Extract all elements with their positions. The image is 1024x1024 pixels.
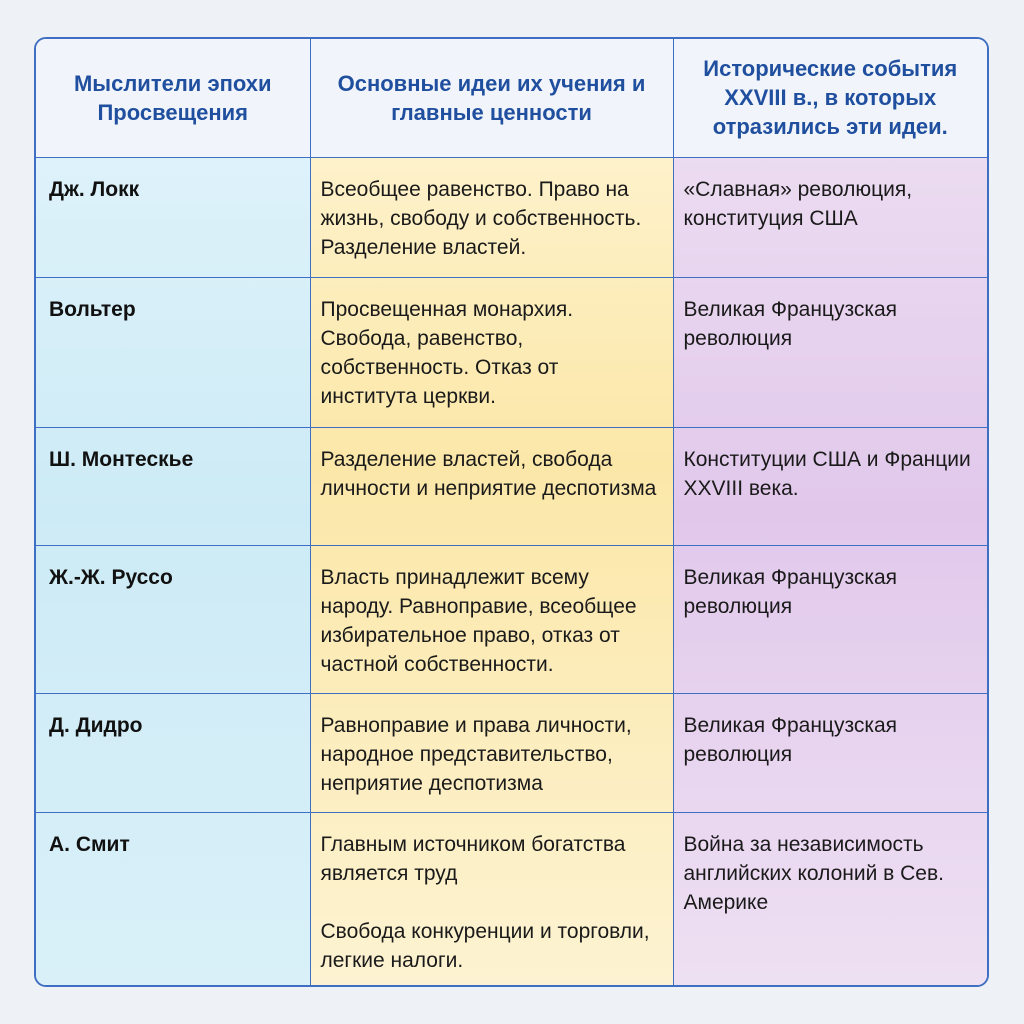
table-row	[36, 693, 987, 812]
thinker-name: Дж. Локк	[36, 157, 310, 277]
historical-events: Великая Французская революция	[673, 545, 987, 693]
table-row	[36, 427, 987, 545]
header-ideas: Основные идеи их учения и главные ценности	[310, 39, 673, 157]
thinker-ideas: Просвещенная монархия. Свобода, равенство, собственность. Отказ от института церкви.	[310, 277, 673, 427]
thinker-name: Вольтер	[36, 277, 310, 427]
historical-events: «Славная» революция, конституция США	[673, 157, 987, 277]
table-row	[36, 812, 987, 985]
header-events: Исторические события XXVIII в., в которых отразились эти идеи.	[673, 39, 987, 157]
historical-events: Война за независимость английских колоний в Сев. Америке	[673, 812, 987, 985]
enlightenment-table	[36, 39, 987, 985]
table-row	[36, 545, 987, 693]
historical-events: Великая Французская революция	[673, 277, 987, 427]
thinker-name: Ж.-Ж. Руссо	[36, 545, 310, 693]
thinker-name: Д. Дидро	[36, 693, 310, 812]
enlightenment-table-frame	[34, 37, 989, 987]
thinker-ideas: Главным источником богатства является труд	[320, 832, 626, 885]
thinker-ideas-second-paragraph: Свобода конкуренции и торговли, легкие налоги.	[320, 919, 650, 972]
header-thinkers: Мыслители эпохи Просвещения	[36, 39, 310, 157]
table-row	[36, 157, 987, 277]
table-header-row	[36, 39, 987, 157]
thinker-name: Ш. Монтескье	[36, 427, 310, 545]
thinker-ideas: Равноправие и права личности, народное представительство, неприятие деспотизма	[310, 693, 673, 812]
thinker-ideas: Разделение властей, свобода личности и неприятие деспотизма	[310, 427, 673, 545]
historical-events: Конституции США и Франции XXVIII века.	[673, 427, 987, 545]
thinker-name: А. Смит	[36, 812, 310, 985]
thinker-ideas-cell	[310, 812, 673, 985]
thinker-ideas: Всеобщее равенство. Право на жизнь, свободу и собственность. Разделение властей.	[310, 157, 673, 277]
table-row	[36, 277, 987, 427]
thinker-ideas: Власть принадлежит всему народу. Равноправие, всеобщее избирательное право, отказ от частной собственности.	[310, 545, 673, 693]
historical-events: Великая Французская революция	[673, 693, 987, 812]
